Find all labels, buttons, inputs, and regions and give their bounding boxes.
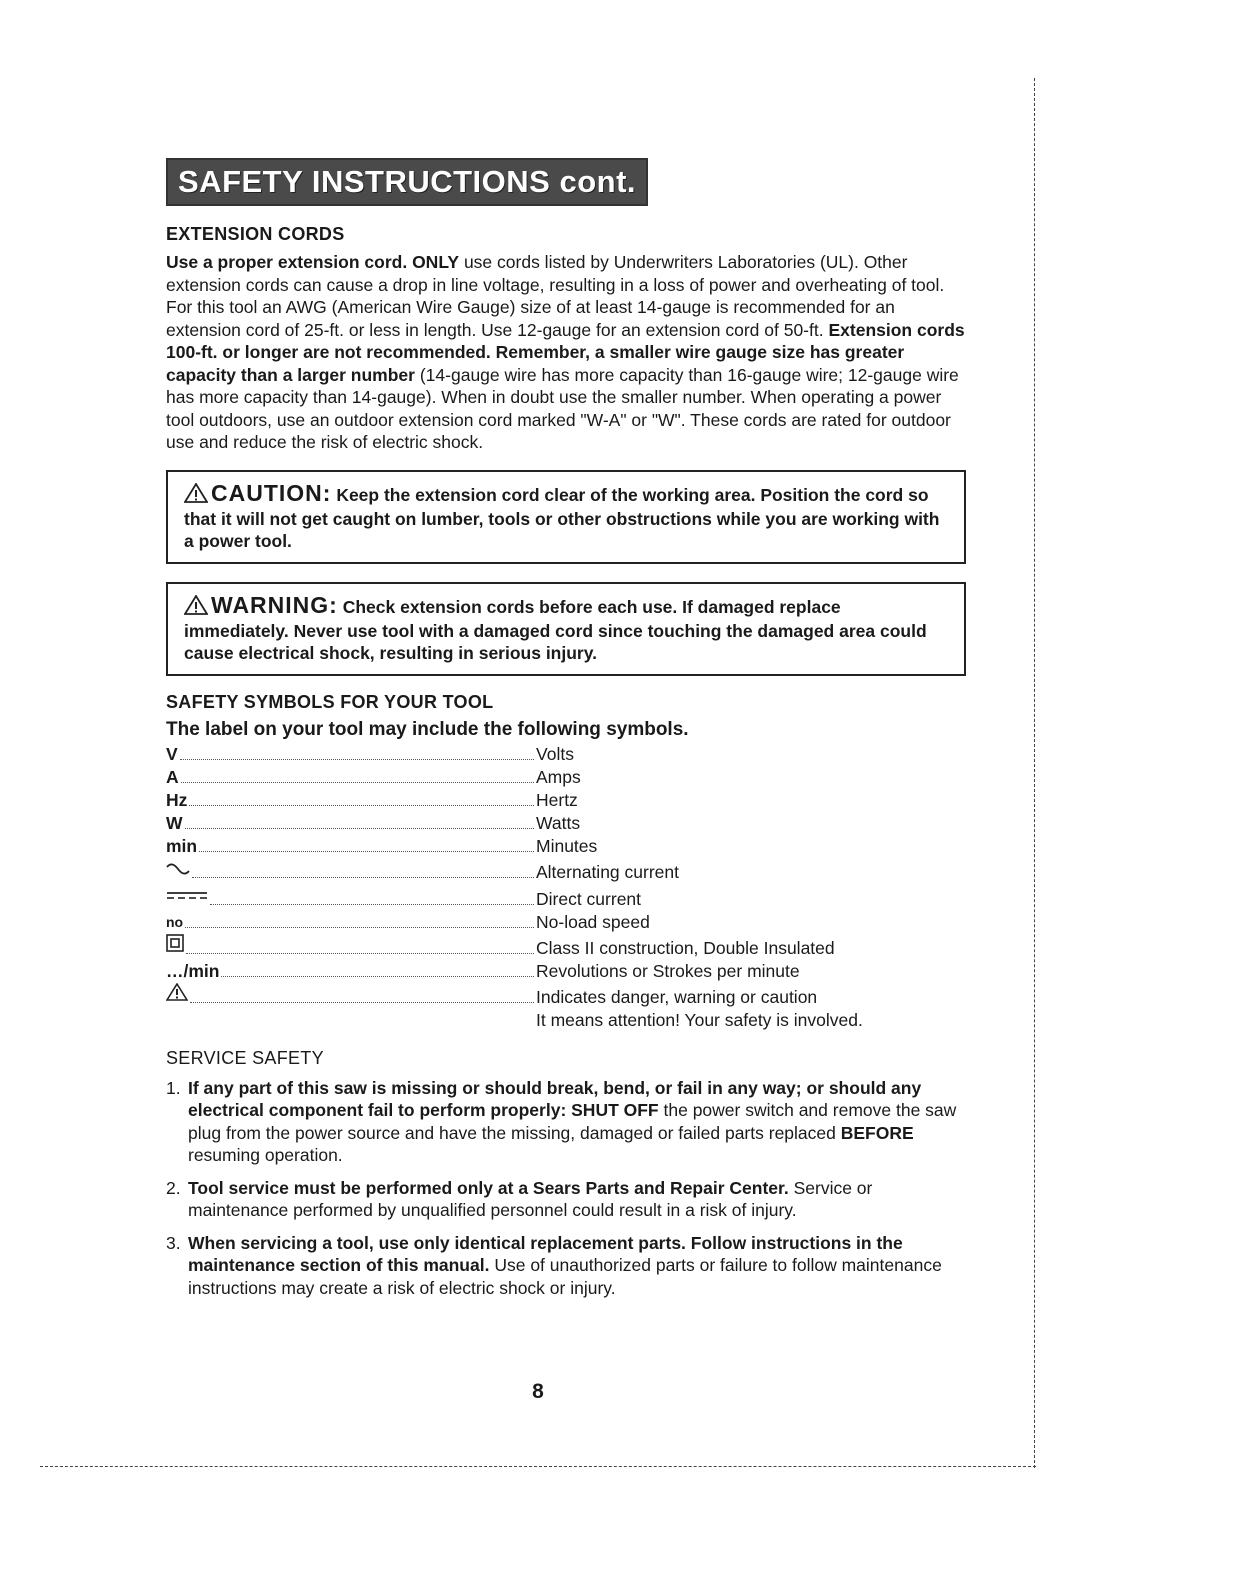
warning-triangle-icon — [184, 483, 208, 508]
warning-triangle-icon — [166, 983, 188, 1007]
page-content — [166, 158, 966, 1309]
safety-symbols-heading: SAFETY SYMBOLS FOR YOUR TOOL — [166, 691, 494, 712]
crop-mark-right — [1034, 78, 1035, 1468]
extension-text-1: use cords listed by Underwriters Laboratories (UL). Other extension cords can cause a drop in line voltage, resulting in a loss of power and overheating of tool. For this tool an AWG (American Wire Gauge) size of at least 14-gauge is recommended for an extension cord of 25-ft. or less in length. Use 12-gauge for an extension cord of 50-ft. — [166, 252, 945, 340]
page-number: 8 — [532, 1380, 544, 1403]
list-number: 3. — [166, 1232, 181, 1253]
service-safety-heading: SERVICE SAFETY — [166, 1047, 324, 1068]
item-text: Service or maintenance performed by unqualified personnel could result in a risk of injury. — [188, 1177, 873, 1220]
symbol-row — [166, 743, 966, 766]
symbol-meaning: Revolutions or Strokes per minute — [536, 960, 800, 981]
symbol-meaning: Volts — [536, 743, 574, 764]
extension-cords-heading: EXTENSION CORDS — [166, 224, 345, 244]
symbol-meaning: Class II construction, Double Insulated — [536, 937, 835, 958]
symbol-key: W — [166, 812, 183, 833]
symbol-row — [166, 835, 966, 858]
extension-bold-2: Extension cords 100-ft. or longer are not recommended. Remember, a smaller wire gauge size has greater capacity than a larger number — [166, 319, 965, 385]
double-insulated-icon — [166, 934, 184, 958]
symbol-list — [166, 743, 966, 1032]
symbol-key: V — [166, 743, 178, 764]
warning-triangle-icon — [184, 595, 208, 620]
item-bold-2: BEFORE — [840, 1122, 914, 1143]
list-number: 1. — [166, 1077, 181, 1098]
symbol-key: Hz — [166, 789, 188, 810]
warning-text: Check extension cords before each use. If damaged replace immediately. Never use tool with a damaged cord since touching the damaged area could cause electrical shock, resulting in serious injury. — [184, 596, 927, 663]
symbol-row — [166, 789, 966, 812]
warning-box — [166, 582, 966, 676]
extension-only: ONLY — [412, 252, 460, 272]
section-banner: SAFETY INSTRUCTIONS cont. — [166, 158, 648, 206]
caution-text: Keep the extension cord clear of the working area. Position the cord so that it will not get caught on lumber, tools or other obstructions while you are working with a power tool. — [184, 484, 940, 551]
caution-label: CAUTION: — [211, 479, 332, 506]
alternating-current-icon — [166, 858, 190, 881]
list-item — [166, 1232, 966, 1300]
symbol-row — [166, 911, 966, 934]
warning-label: WARNING: — [211, 591, 338, 618]
symbol-key: min — [166, 835, 198, 856]
symbol-meaning: Hertz — [536, 789, 578, 810]
symbol-note: It means attention! Your safety is involved. — [536, 1009, 863, 1030]
symbol-meaning: No-load speed — [536, 911, 650, 932]
item-bold: When servicing a tool, use only identical replacement parts. Follow instructions in the maintenance section of this manual. — [188, 1232, 903, 1275]
symbol-key: …/min — [166, 960, 220, 981]
list-number: 2. — [166, 1177, 181, 1198]
symbol-row — [166, 812, 966, 835]
service-list — [166, 1077, 966, 1300]
symbol-key: A — [166, 766, 179, 787]
symbol-meaning: Watts — [536, 812, 581, 833]
symbol-row — [166, 934, 966, 960]
symbol-meaning: Indicates danger, warning or caution — [536, 986, 818, 1007]
item-bold: Tool service must be performed only at a Sears Parts and Repair Center. — [188, 1177, 789, 1198]
symbol-row — [166, 983, 966, 1009]
direct-current-icon — [166, 884, 208, 907]
symbol-row — [166, 766, 966, 789]
symbol-key: no — [166, 913, 184, 930]
crop-mark-bottom — [40, 1466, 1036, 1467]
extension-cords-paragraph — [166, 251, 966, 454]
symbol-meaning: Direct current — [536, 888, 642, 909]
symbol-meaning: Alternating current — [536, 861, 679, 882]
item-text: Use of unauthorized parts or failure to follow maintenance instructions may create a risk of electric shock or injury. — [188, 1255, 942, 1298]
symbol-row — [166, 960, 966, 983]
caution-box — [166, 470, 966, 564]
list-item — [166, 1177, 966, 1222]
symbol-row — [166, 858, 966, 884]
symbol-meaning: Minutes — [536, 835, 598, 856]
item-text-2: resuming operation. — [188, 1145, 343, 1165]
symbol-row — [166, 884, 966, 911]
extension-text-2: (14-gauge wire has more capacity than 16-gauge wire; 12-gauge wire has more capacity than 14-gauge). When in doubt use the smaller number. When operating a power tool outdoors, use an outdoor extension cord marked "W-A" or "W". These cords are rated for outdoor use and reduce the risk of electric shock. — [166, 364, 959, 452]
extension-lead: Use a proper extension cord. — [166, 252, 408, 272]
item-bold: If any part of this saw is missing or should break, bend, or fail in any way; or should any electrical component fail to perform properly: SHUT OFF — [188, 1077, 922, 1120]
safety-symbols-subheading: The label on your tool may include the following symbols. — [166, 718, 689, 740]
item-text: the power switch and remove the saw plug from the power source and have the missing, damaged or failed parts replaced — [188, 1100, 957, 1143]
list-item — [166, 1077, 966, 1167]
symbol-meaning: Amps — [536, 766, 581, 787]
